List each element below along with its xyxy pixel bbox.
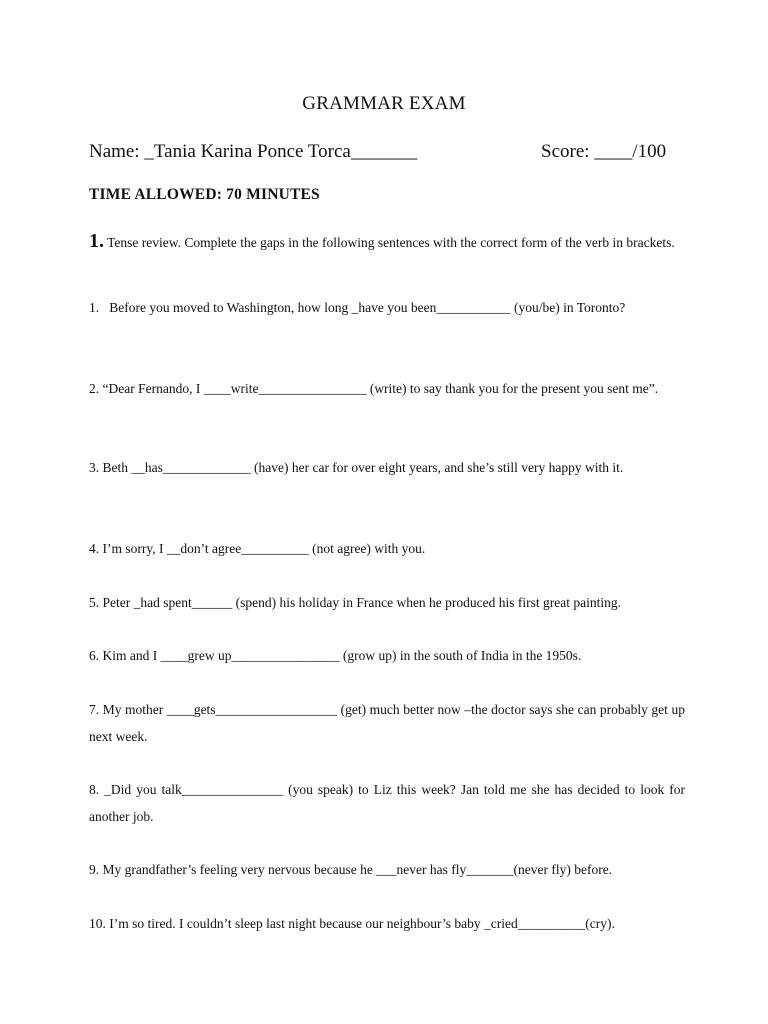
question-6: 6. Kim and I ____grew up________________ (grow up) in the south of India in the 1950s. [89, 648, 582, 663]
question-10: 10. I’m so tired. I couldn’t sleep last night because our neighbour’s baby _cried__________(cry). [89, 916, 615, 931]
question-9: 9. My grandfather’s feeling very nervous because he ___never has fly_______(never fly) before. [89, 862, 613, 877]
question-3: 3. Beth __has_____________ (have) her car for over eight years, and she’s still very happy with it. [89, 460, 624, 475]
score-line: Score: ____/100 [541, 141, 667, 162]
question-7: 7. My mother ____gets__________________ (get) much better now –the doctor says she can probably get up next week. [89, 702, 685, 744]
time-allowed: TIME ALLOWED: 70 MINUTES [89, 186, 320, 203]
question-5: 5. Peter _had spent______ (spend) his holiday in France when he produced his first great painting. [89, 595, 622, 610]
student-name-line: Name: _Tania Karina Ponce Torca_______ [89, 141, 418, 162]
question-8: 8. _Did you talk_______________ (you speak) to Liz this week? Jan told me she has decided to look for another job. [89, 782, 685, 824]
question-1: 1. Before you moved to Washington, how long _have you been___________ (you/be) in Toronto? [89, 300, 626, 315]
section-instructions [89, 231, 685, 253]
exam-title: GRAMMAR EXAM [302, 93, 466, 114]
section-number: 1. [89, 230, 104, 252]
question-4: 4. I’m sorry, I __don’t agree__________ (not agree) with you. [89, 541, 426, 556]
question-2: 2. “Dear Fernando, I ____write________________ (write) to say thank you for the present you sent me”. [89, 381, 659, 396]
section-instruction-text: Tense review. Complete the gaps in the following sentences with the correct form of the verb in brackets. [104, 235, 675, 250]
